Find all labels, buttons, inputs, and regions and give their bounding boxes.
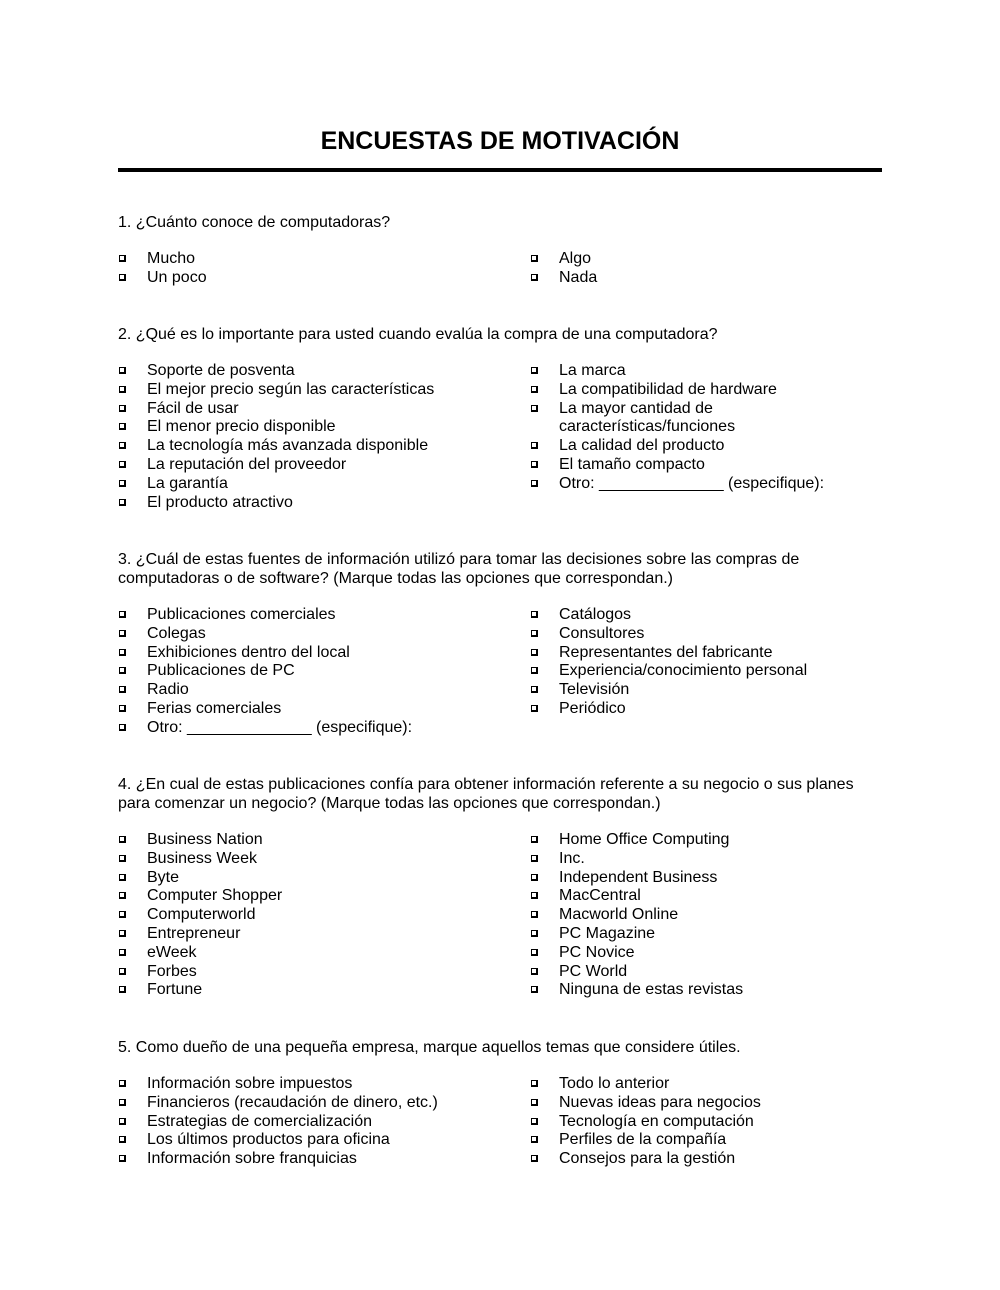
checkbox-icon[interactable] (119, 1099, 126, 1106)
checkbox-icon[interactable] (119, 255, 126, 262)
question-1-options-right (530, 250, 882, 288)
option-checkbox[interactable] (118, 719, 498, 738)
option-checkbox[interactable] (530, 381, 830, 400)
option-checkbox[interactable] (530, 644, 882, 663)
option-label: Ninguna de estas revistas (559, 981, 744, 999)
checkbox-icon[interactable] (531, 911, 538, 918)
question-5-text: 5. Como dueño de una pequeña empresa, marque aquellos temas que considere útiles. (118, 1039, 741, 1056)
checkbox-icon[interactable] (119, 442, 126, 449)
option-label: PC Magazine (559, 924, 656, 942)
option-checkbox[interactable] (530, 662, 882, 681)
question-2-text: 2. ¿Qué es lo importante para usted cuando evalúa la compra de una computadora? (118, 326, 718, 343)
option-checkbox[interactable] (530, 869, 882, 888)
checkbox-icon[interactable] (119, 686, 126, 693)
option-label: Computerworld (147, 906, 256, 924)
checkbox-icon[interactable] (531, 1080, 538, 1087)
checkbox-icon[interactable] (119, 499, 126, 506)
option-checkbox[interactable] (118, 456, 498, 475)
checkbox-icon[interactable] (531, 630, 538, 637)
checkbox-icon[interactable] (119, 667, 126, 674)
option-label: La reputación del proveedor (147, 455, 347, 473)
checkbox-icon[interactable] (531, 442, 538, 449)
option-label: Publicaciones comerciales (147, 606, 336, 623)
option-checkbox[interactable] (118, 925, 498, 944)
option-checkbox[interactable] (118, 944, 498, 963)
option-checkbox[interactable] (118, 625, 498, 644)
checkbox-icon[interactable] (531, 405, 538, 412)
option-checkbox[interactable] (118, 606, 498, 625)
option-checkbox[interactable] (530, 981, 882, 1000)
option-label: Forbes (147, 962, 197, 980)
option-checkbox[interactable] (118, 831, 498, 850)
option-label: Byte (147, 868, 180, 886)
option-label: Business Nation (147, 831, 263, 848)
option-checkbox[interactable] (118, 869, 498, 888)
option-label: Fortune (147, 981, 203, 999)
option-checkbox[interactable] (530, 831, 882, 850)
question-4-options-left (118, 831, 498, 1000)
option-label: Inc. (559, 849, 585, 867)
option-label: Independent Business (559, 868, 718, 886)
checkbox-icon[interactable] (119, 611, 126, 618)
option-checkbox[interactable] (530, 400, 830, 438)
checkbox-icon[interactable] (119, 649, 126, 656)
checkbox-icon[interactable] (119, 1136, 126, 1143)
checkbox-icon[interactable] (119, 986, 126, 993)
checkbox-icon[interactable] (119, 705, 126, 712)
checkbox-icon[interactable] (531, 667, 538, 674)
checkbox-icon[interactable] (119, 274, 126, 281)
option-label: Macworld Online (559, 906, 679, 924)
option-checkbox[interactable] (118, 400, 498, 419)
checkbox-icon[interactable] (531, 1136, 538, 1143)
checkbox-icon[interactable] (531, 986, 538, 993)
checkbox-icon[interactable] (531, 255, 538, 262)
option-checkbox[interactable] (118, 381, 498, 400)
question-5-options-right (530, 1075, 882, 1169)
option-label: Exhibiciones dentro del local (147, 643, 350, 661)
option-checkbox[interactable] (118, 362, 498, 381)
option-label: Catálogos (559, 606, 632, 623)
question-3-options-right (530, 606, 882, 719)
question-4-text: 4. ¿En cual de estas publicaciones confía para obtener información referente a su negocio o sus planes para comenzar un negocio? (Marque todas las opciones que correspondan.) (118, 776, 854, 812)
option-checkbox[interactable] (118, 418, 498, 437)
checkbox-icon[interactable] (531, 461, 538, 468)
option-label: El mejor precio según las características (147, 380, 435, 398)
option-label: Tecnología en computación (559, 1112, 754, 1130)
checkbox-icon[interactable] (119, 968, 126, 975)
checkbox-icon[interactable] (531, 930, 538, 937)
option-label: Financieros (recaudación de dinero, etc.) (147, 1093, 438, 1111)
option-label: Televisión (559, 681, 630, 699)
checkbox-icon[interactable] (119, 724, 126, 731)
checkbox-icon[interactable] (119, 386, 126, 393)
option-label: Entrepreneur (147, 924, 241, 942)
checkbox-icon[interactable] (119, 1080, 126, 1087)
option-checkbox[interactable] (118, 1075, 498, 1094)
checkbox-icon[interactable] (531, 1099, 538, 1106)
checkbox-icon[interactable] (119, 1118, 126, 1125)
option-label: PC Novice (559, 943, 635, 961)
checkbox-icon[interactable] (119, 423, 126, 430)
question-2-options-right (530, 362, 830, 494)
question-4-options-right (530, 831, 882, 1000)
option-label: Publicaciones de PC (147, 662, 295, 680)
option-label: Todo lo anterior (559, 1075, 670, 1092)
checkbox-icon[interactable] (119, 874, 126, 881)
checkbox-icon[interactable] (119, 836, 126, 843)
option-checkbox[interactable] (530, 963, 882, 982)
option-label: eWeek (147, 943, 197, 961)
option-checkbox[interactable] (530, 681, 882, 700)
option-label: Consultores (559, 624, 645, 642)
checkbox-icon[interactable] (531, 480, 538, 487)
option-checkbox[interactable] (530, 269, 882, 288)
option-label: Radio (147, 681, 189, 699)
checkbox-icon[interactable] (119, 911, 126, 918)
option-checkbox[interactable] (530, 475, 830, 494)
checkbox-icon[interactable] (119, 949, 126, 956)
option-label: La calidad del producto (559, 437, 725, 455)
question-2-options-left (118, 362, 498, 512)
option-checkbox[interactable] (530, 1113, 882, 1132)
question-1-options-left (118, 250, 498, 288)
option-label: La marca (559, 362, 626, 379)
checkbox-icon[interactable] (531, 892, 538, 899)
checkbox-icon[interactable] (531, 1155, 538, 1162)
option-checkbox[interactable] (118, 1094, 498, 1113)
option-label: Periódico (559, 699, 626, 717)
checkbox-icon[interactable] (119, 630, 126, 637)
option-checkbox[interactable] (118, 269, 498, 288)
option-checkbox[interactable] (118, 250, 498, 269)
option-checkbox[interactable] (118, 981, 498, 1000)
option-label: Ferias comerciales (147, 699, 282, 717)
option-label: Nuevas ideas para negocios (559, 1093, 761, 1111)
checkbox-icon[interactable] (531, 367, 538, 374)
option-checkbox[interactable] (118, 681, 498, 700)
checkbox-icon[interactable] (119, 892, 126, 899)
option-checkbox[interactable] (530, 606, 882, 625)
option-checkbox[interactable] (530, 362, 830, 381)
option-checkbox[interactable] (530, 887, 882, 906)
option-label: Fácil de usar (147, 399, 239, 417)
option-checkbox[interactable] (118, 494, 498, 513)
checkbox-icon[interactable] (531, 836, 538, 843)
option-label: Nada (559, 268, 598, 286)
checkbox-icon[interactable] (119, 480, 126, 487)
option-checkbox[interactable] (118, 906, 498, 925)
option-label: Computer Shopper (147, 887, 283, 905)
option-checkbox[interactable] (530, 250, 882, 269)
option-checkbox[interactable] (530, 700, 882, 719)
checkbox-icon[interactable] (119, 1155, 126, 1162)
checkbox-icon[interactable] (531, 686, 538, 693)
option-label: Los últimos productos para oficina (147, 1131, 390, 1149)
checkbox-icon[interactable] (531, 705, 538, 712)
checkbox-icon[interactable] (119, 930, 126, 937)
option-checkbox[interactable] (530, 456, 830, 475)
checkbox-icon[interactable] (531, 874, 538, 881)
checkbox-icon[interactable] (119, 855, 126, 862)
option-label: Representantes del fabricante (559, 643, 773, 661)
option-checkbox[interactable] (530, 437, 830, 456)
option-checkbox[interactable] (118, 700, 498, 719)
option-label: Algo (559, 250, 592, 267)
option-checkbox[interactable] (118, 1150, 498, 1169)
option-label: Business Week (147, 849, 257, 867)
option-label: Perfiles de la compañía (559, 1131, 727, 1149)
option-checkbox[interactable] (530, 1094, 882, 1113)
checkbox-icon[interactable] (531, 855, 538, 862)
option-checkbox[interactable] (118, 644, 498, 663)
option-checkbox[interactable] (530, 1075, 882, 1094)
option-checkbox[interactable] (530, 625, 882, 644)
option-label: Información sobre impuestos (147, 1075, 353, 1092)
question-3-options-left (118, 606, 498, 738)
option-checkbox[interactable] (530, 1150, 882, 1169)
checkbox-icon[interactable] (531, 949, 538, 956)
option-label: Otro: ______________ (especifique): (559, 474, 825, 492)
checkbox-icon[interactable] (531, 968, 538, 975)
checkbox-icon[interactable] (119, 461, 126, 468)
checkbox-icon[interactable] (531, 611, 538, 618)
question-3-text: 3. ¿Cuál de estas fuentes de información utilizó para tomar las decisiones sobre las compras de computadoras o de software? (Marque todas las opciones que correspondan.) (118, 551, 800, 587)
page-title: ENCUESTAS DE MOTIVACIÓN (320, 127, 680, 155)
option-label: Soporte de posventa (147, 362, 295, 379)
checkbox-icon[interactable] (531, 649, 538, 656)
option-checkbox[interactable] (118, 662, 498, 681)
checkbox-icon[interactable] (531, 386, 538, 393)
option-checkbox[interactable] (118, 1131, 498, 1150)
title-divider (118, 168, 882, 172)
option-checkbox[interactable] (530, 925, 882, 944)
option-checkbox[interactable] (530, 850, 882, 869)
option-label: PC World (559, 962, 628, 980)
option-label: Información sobre franquicias (147, 1150, 357, 1168)
option-checkbox[interactable] (118, 963, 498, 982)
option-label: El tamaño compacto (559, 455, 705, 473)
checkbox-icon[interactable] (119, 367, 126, 374)
option-checkbox[interactable] (118, 850, 498, 869)
option-label: El menor precio disponible (147, 418, 336, 436)
option-label: La garantía (147, 474, 228, 492)
option-label: MacCentral (559, 887, 641, 905)
option-label: Estrategias de comercialización (147, 1112, 372, 1130)
option-checkbox[interactable] (118, 437, 498, 456)
option-label: La tecnología más avanzada disponible (147, 437, 429, 455)
checkbox-icon[interactable] (531, 1118, 538, 1125)
option-label: Un poco (147, 268, 207, 286)
option-checkbox[interactable] (530, 1131, 882, 1150)
checkbox-icon[interactable] (119, 405, 126, 412)
option-label: La compatibilidad de hardware (559, 380, 777, 398)
option-label: El producto atractivo (147, 493, 293, 511)
option-label: La mayor cantidad de características/funciones (559, 399, 736, 436)
option-label: Consejos para la gestión (559, 1150, 736, 1168)
option-checkbox[interactable] (118, 887, 498, 906)
option-label: Home Office Computing (559, 831, 730, 848)
option-checkbox[interactable] (118, 475, 498, 494)
option-checkbox[interactable] (530, 944, 882, 963)
option-checkbox[interactable] (530, 906, 882, 925)
question-5-options-left (118, 1075, 498, 1169)
option-checkbox[interactable] (118, 1113, 498, 1132)
checkbox-icon[interactable] (531, 274, 538, 281)
option-label: Mucho (147, 250, 196, 267)
option-label: Otro: ______________ (especifique): (147, 718, 413, 736)
option-label: Colegas (147, 624, 206, 642)
option-label: Experiencia/conocimiento personal (559, 662, 808, 680)
question-1-text: 1. ¿Cuánto conoce de computadoras? (118, 214, 391, 231)
